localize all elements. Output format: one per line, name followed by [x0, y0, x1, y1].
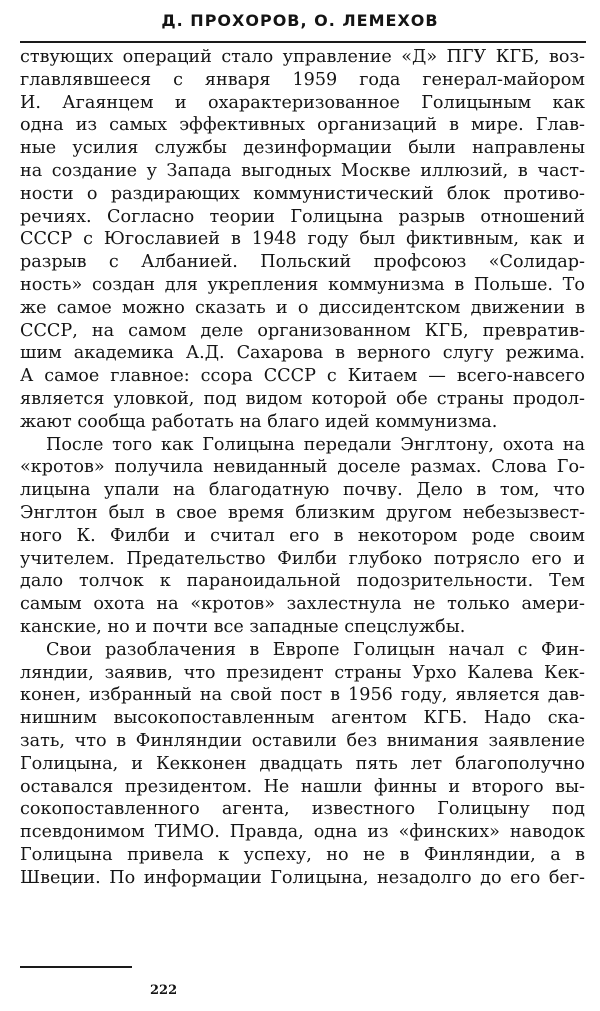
text-line: И. Агаянцем и охарактеризованное Голицыным как — [20, 92, 585, 113]
text-line: Швеции. По информации Голицына, незадолго до его бег- — [20, 867, 585, 888]
text-line: псевдонимом ТИМО. Правда, одна из «финских» наводок — [20, 822, 585, 843]
text-line: сокопоставленного агента, известного Голицыну под — [20, 799, 585, 820]
text-line: разрыв с Албанией. Польский профсоюз «Солидар- — [20, 252, 585, 273]
text-line: «кротов» получила невиданный доселе размах. Слова Го- — [20, 457, 585, 478]
header-rule — [20, 41, 586, 43]
text-line: является уловкой, под видом которой обе страны продол- — [20, 388, 585, 409]
body-text — [20, 46, 585, 889]
text-line: учителем. Предательство Филби глубоко потрясло его и — [20, 548, 585, 569]
text-line: на создание у Запада выгодных Москве иллюзий, в част- — [20, 160, 585, 181]
text-line: конен, избранный на свой пост в 1956 году, является дав- — [20, 685, 585, 706]
footnote-rule — [20, 966, 132, 968]
paragraph — [20, 46, 585, 434]
text-line: канские, но и почти все западные спецслужбы. — [20, 616, 466, 637]
text-line: шим академика А.Д. Сахарова в верного слугу режима. — [20, 343, 585, 364]
text-line: ляндии, заявив, что президент страны Урхо Калева Кек- — [20, 662, 585, 683]
text-line: СССР, на самом деле организованном КГБ, превратив- — [20, 320, 585, 341]
paragraph — [20, 639, 585, 890]
text-line: же самое можно сказать и о диссидентском движении в — [20, 297, 585, 318]
text-line: А самое главное: ссора СССР с Китаем — всего-навсего — [20, 366, 585, 387]
text-line: Энглтон был в свое время близким другом небезызвест- — [20, 502, 585, 523]
text-line: нишним высокопоставленным агентом КГБ. Надо ска- — [20, 708, 585, 729]
text-line: После того как Голицына передали Энглтону, охота на — [46, 434, 585, 455]
text-line: Голицына привела к успеху, но не в Финляндии, а в — [20, 844, 585, 865]
text-line: СССР с Югославией в 1948 году был фиктивным, как и — [20, 229, 585, 250]
text-line: одна из самых эффективных организаций в мире. Глав- — [20, 115, 585, 136]
text-line: жают сообща работать на благо идей коммунизма. — [20, 411, 498, 432]
page-number: 222 — [150, 983, 178, 998]
text-line: дало толчок к параноидальной подозрительности. Тем — [20, 571, 585, 592]
paragraph — [20, 434, 585, 639]
text-line: ного К. Филби и считал его в некотором роде своим — [20, 525, 585, 546]
text-line: Свои разоблачения в Европе Голицын начал с Фин- — [46, 639, 585, 660]
text-line: ность» создан для укрепления коммунизма в Польше. То — [20, 274, 585, 295]
text-line: лицына упали на благодатную почву. Дело в том, что — [20, 480, 585, 501]
text-line: речиях. Согласно теории Голицына разрыв отношений — [20, 206, 585, 227]
text-line: ности о раздирающих коммунистический блок противо- — [20, 183, 585, 204]
text-line: самым охота на «кротов» захлестнула не только амери- — [20, 594, 585, 615]
text-line: ные усилия службы дезинформации были направлены — [20, 138, 585, 159]
text-line: оставался президентом. Не нашли финны и второго вы- — [20, 776, 585, 797]
text-line: ствующих операций стало управление «Д» ПГУ КГБ, воз- — [20, 47, 585, 67]
running-header: Д. ПРОХОРОВ, О. ЛЕМЕХОВ — [161, 11, 439, 30]
text-line: зать, что в Финляндии оставили без внимания заявление — [20, 730, 585, 751]
text-line: главлявшееся с января 1959 года генерал-майором — [20, 69, 585, 90]
text-line: Голицына, и Кекконен двадцать пять лет благополучно — [20, 753, 585, 774]
